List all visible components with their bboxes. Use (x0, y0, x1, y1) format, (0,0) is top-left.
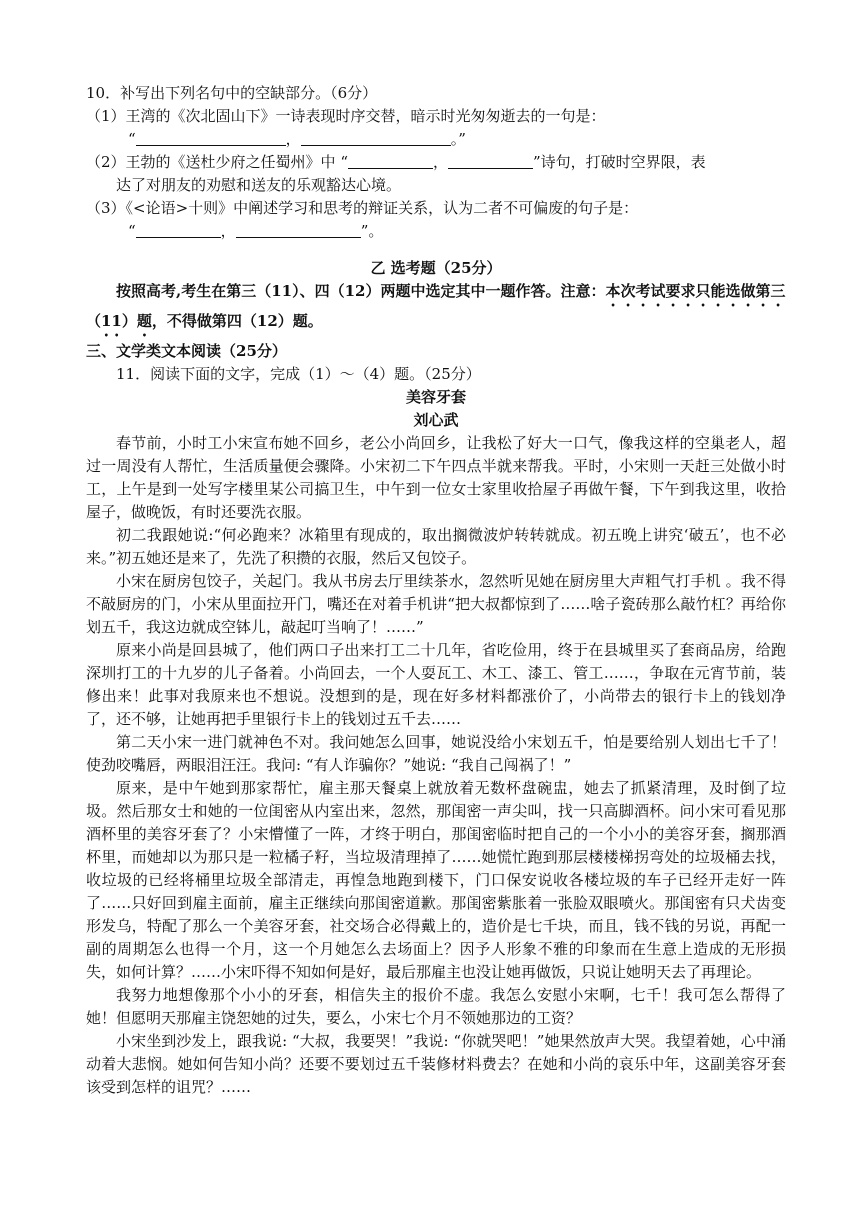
comma: ， (285, 130, 301, 148)
answer-blank-1[interactable] (136, 129, 286, 146)
comma: ， (220, 222, 236, 240)
article-body (86, 432, 786, 1099)
q10-item3-blanks (86, 220, 786, 243)
answer-blank-4[interactable] (448, 152, 533, 169)
article-paragraph: 春节前，小时工小宋宣布她不回乡，老公小尚回乡，让我松了好大一口气，像我这样的空巢老人，超过一周没有人帮忙，生活质量便会骤降。小宋初二下午四点半就来帮我。平时，小宋则一天赶三处做小时工，上午是到一处写字楼里某公司搞卫生，中午到一位女士家里收拾屋子再做午餐，下午到我这里，收拾屋子，做晚饭，有时还要洗衣服。 (86, 434, 786, 521)
q11-prompt: 11．阅读下面的文字，完成（1）～（4）题。（25分） (116, 365, 481, 383)
quote-close: 。” (450, 130, 466, 148)
q10-item1-blanks (86, 128, 786, 151)
article-title: 美容牙套 (405, 388, 466, 406)
section-b-title: 乙 选考题（25分） (370, 259, 502, 277)
quote-close: ”。 (360, 222, 384, 240)
answer-blank-6[interactable] (236, 221, 361, 238)
exam-page (86, 82, 786, 1099)
note-text: 按照高考,考生在第三（11）、四（12）两题中选定其中一题作答。注意： (116, 282, 606, 300)
article-paragraph: 我努力地想像那个小小的牙套，相信失主的报价不虚。我怎么安慰小宋啊，七千！我可怎么帮得了她！但愿明天那雇主饶恕她的过失，要么，小宋七个月不领她那边的工资？ (86, 986, 786, 1027)
section3-title: 三、文学类文本阅读（25分） (86, 342, 287, 360)
comma: ， (432, 153, 448, 171)
item2-pre: （2）王勃的《送杜少府之任蜀州》中 “ (86, 153, 348, 171)
q10-item3-prompt: （3）《<论语>十则》中阐述学习和思考的辩证关系，认为二者不可偏废的句子是： (86, 199, 639, 217)
article-author: 刘心武 (413, 411, 459, 429)
q10-item2-prompt (86, 151, 786, 174)
section-b-note (86, 280, 786, 340)
article-paragraph: 原来，是中午她到那家帮忙，雇主那天餐桌上就放着无数杯盘碗盅，她去了抓紧清理，及时倒了垃圾。然后那女士和她的一位闺密从内室出来，忽然，那闺密一声尖叫，找一只高脚酒杯。问小宋可看见那酒杯里的美容牙套了？小宋懵懂了一阵，才终于明白，那闺密临时把自己的一个小小的美容牙套，搁那酒杯里，而她却以为那只是一粒橘子籽，当垃圾清理掉了……她慌忙跑到那层楼楼梯拐弯处的垃圾桶去找，收垃圾的已经将桶里垃圾全部清走，再惶急地跑到楼下，门口保安说收各楼垃圾的车子已经开走好一阵了……只好回到雇主面前，雇主正继续向那闺密道歉。那闺密紫胀着一张脸双眼喷火。那闺密有只犬齿变形发乌，特配了那么一个美容牙套，社交场合必得戴上的，造价是七千块，而且，钱不钱的另说，再配一副的周期怎么也得一个月，这一个月她怎么去场面上？因予人形象不雅的印象而在生意上造成的无形损失，如何计算？……小宋吓得不知如何是好，最后那雇主也没让她再做饭，只说让她明天去了再理论。 (86, 779, 786, 981)
q10-item1-prompt: （1）王湾的《次北固山下》一诗表现时序交替，暗示时光匆匆逝去的一句是： (86, 107, 606, 125)
article-paragraph: 小宋在厨房包饺子，关起门。我从书房去厅里续茶水，忽然听见她在厨房里大声粗气打手机 。我不得不敲厨房的门，小宋从里面拉开门，嘴还在对着手机讲“把大叔都惊到了……啥子瓷砖那么敲竹杠？再给你划五千，我这边就成空钵儿，敲起叮当响了！……” (86, 572, 786, 636)
quote-open: “ (128, 222, 136, 240)
article-paragraph: 原来小尚是回县城了，他们两口子出来打工二十几年，省吃俭用，终于在县城里买了套商品房，给跑深圳打工的十九岁的儿子备着。小尚回去，一个人耍瓦工、木工、漆工、管工……，争取在元宵节前，装修出来！此事对我原来也不想说。没想到的是，现在好多材料都涨价了，小尚带去的银行卡上的钱划净了，还不够，让她再把手里银行卡上的钱划过五千去…… (86, 641, 786, 728)
note-emphasis-1: 本次考试要求 (605, 282, 696, 300)
answer-blank-2[interactable] (301, 129, 451, 146)
article-paragraph: 小宋坐到沙发上，跟我说: “大叔，我要哭！”我说: “你就哭吧！”她果然放声大哭。我望着她，心中涌动着大悲悯。她如何告知小尚？还要不要划过五千装修材料费去？在她和小尚的哀乐中年，这副美容牙套该受到怎样的诅咒？…… (86, 1032, 786, 1096)
q10-item2-cont: 达了对朋友的劝慰和送友的乐观豁达心境。 (116, 176, 402, 194)
article-paragraph: 初二我跟她说:“何必跑来？冰箱里有现成的，取出搁微波炉转转就成。初五晚上讲究‘破五’，也不必来。”初五她还是来了，先洗了积攒的衣服，然后又包饺子。 (86, 526, 786, 567)
q10-title: 10．补写出下列名句中的空缺部分。（6分） (86, 84, 378, 102)
quote-open: “ (128, 130, 136, 148)
answer-blank-5[interactable] (136, 221, 221, 238)
item2-post: ”诗句，打破时空界限，表 (533, 153, 706, 171)
note-emphasis-2: 只能选做第三（11）题 (86, 282, 786, 330)
article-paragraph: 第二天小宋一进门就神色不对。我问她怎么回事，她说没给小宋划五千，怕是要给别人划出七千了！使劲咬嘴唇，两眼泪汪汪。我问: “有人诈骗你？”她说: “我自己闯祸了！” (86, 733, 786, 774)
answer-blank-3[interactable] (348, 152, 433, 169)
note-text-end: ，不得做第四（12）题。 (151, 312, 323, 330)
